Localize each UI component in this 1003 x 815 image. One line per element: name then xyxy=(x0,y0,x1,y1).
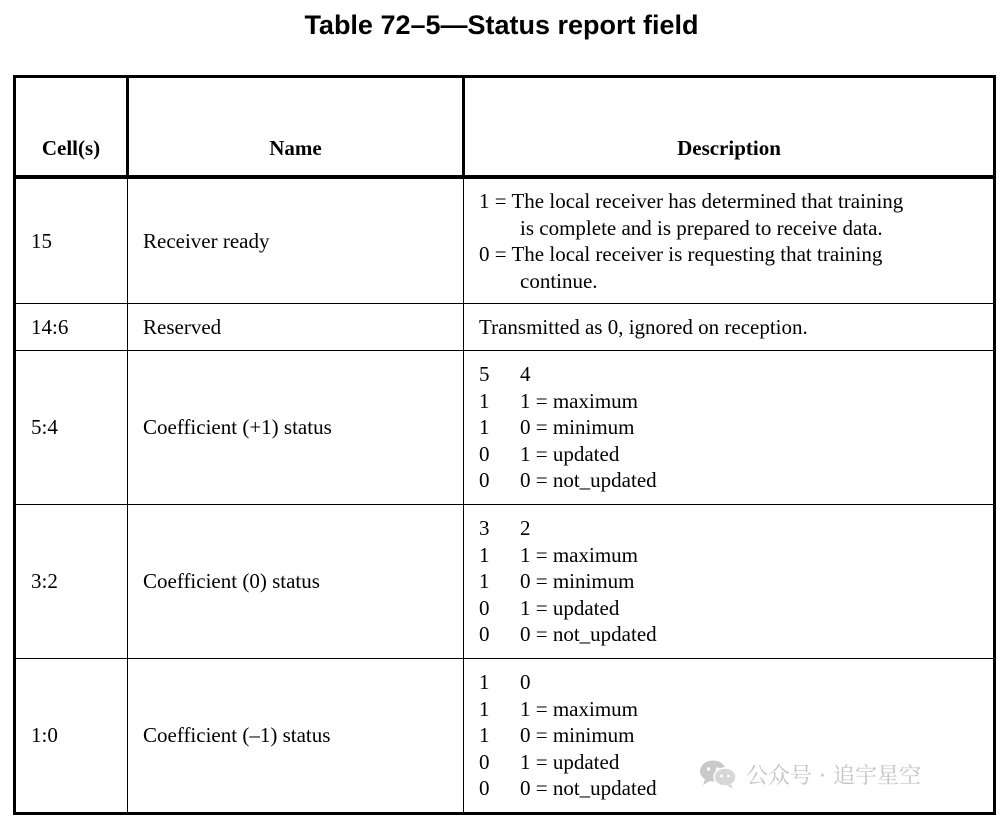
bit-meaning: 1 = updated xyxy=(520,749,620,774)
bit-line xyxy=(479,722,978,749)
bit-value: 3 xyxy=(479,516,490,541)
wechat-icon xyxy=(698,758,738,790)
bit-value: 1 xyxy=(479,723,490,748)
bit-meaning: 4 xyxy=(520,362,531,387)
cell-description xyxy=(464,177,995,304)
bit-line xyxy=(479,414,978,441)
cell-bits: 3:2 xyxy=(15,505,128,659)
cell-name: Receiver ready xyxy=(128,177,464,304)
header-cells: Cell(s) xyxy=(15,77,128,178)
bit-line xyxy=(479,696,978,723)
bit-value: 0 xyxy=(479,468,490,493)
bit-meaning: 0 = not_updated xyxy=(520,468,657,493)
bit-line xyxy=(479,515,978,542)
description-line: continue. xyxy=(520,268,598,293)
bit-line xyxy=(479,361,978,388)
cell-name: Reserved xyxy=(128,304,464,351)
bit-line xyxy=(479,595,978,622)
bit-value: 1 xyxy=(479,388,490,413)
bit-meaning: 1 = updated xyxy=(520,441,620,466)
bit-line xyxy=(479,568,978,595)
bit-meaning: 1 = maximum xyxy=(520,388,639,413)
header-name: Name xyxy=(128,77,464,178)
cell-description xyxy=(464,351,995,505)
bit-meaning: 1 = maximum xyxy=(520,542,639,567)
cell-name: Coefficient (0) status xyxy=(128,505,464,659)
description-line: 0 = The local receiver is requesting that training xyxy=(479,242,883,266)
bit-meaning: 0 = minimum xyxy=(520,415,635,440)
bit-value: 0 xyxy=(479,622,490,647)
cell-name: Coefficient (–1) status xyxy=(128,659,464,814)
cell-bits: 15 xyxy=(15,177,128,304)
status-report-table xyxy=(13,75,996,815)
table-row xyxy=(15,304,995,351)
watermark-text: 公众号 · 追宇星空 xyxy=(746,763,921,789)
bit-line xyxy=(479,621,978,648)
bit-value: 0 xyxy=(479,595,490,620)
table-title: Table 72–5—Status report field xyxy=(304,10,699,40)
bit-meaning: 0 xyxy=(520,670,531,695)
bit-line xyxy=(479,441,978,468)
bit-value: 5 xyxy=(479,362,490,387)
description-line: is complete and is prepared to receive data. xyxy=(520,215,883,240)
watermark xyxy=(698,756,921,792)
bit-meaning: 0 = minimum xyxy=(520,723,635,748)
bit-line xyxy=(479,542,978,569)
bit-value: 0 xyxy=(479,749,490,774)
bit-meaning: 0 = minimum xyxy=(520,569,635,594)
cell-bits: 5:4 xyxy=(15,351,128,505)
bit-meaning: 0 = not_updated xyxy=(520,622,657,647)
cell-bits: 14:6 xyxy=(15,304,128,351)
bit-value: 1 xyxy=(479,542,490,567)
bit-value: 1 xyxy=(479,696,490,721)
description-line: 1 = The local receiver has determined that training xyxy=(479,189,904,213)
header-row xyxy=(15,77,995,178)
bit-value: 1 xyxy=(479,670,490,695)
table-row xyxy=(15,351,995,505)
bit-meaning: 2 xyxy=(520,516,531,541)
bit-value: 0 xyxy=(479,441,490,466)
bit-line xyxy=(479,669,978,696)
bit-value: 1 xyxy=(479,569,490,594)
bit-meaning: 1 = maximum xyxy=(520,696,639,721)
header-description: Description xyxy=(464,77,995,178)
bit-meaning: 1 = updated xyxy=(520,595,620,620)
cell-description: Transmitted as 0, ignored on reception. xyxy=(464,304,995,351)
cell-name: Coefficient (+1) status xyxy=(128,351,464,505)
bit-value: 1 xyxy=(479,415,490,440)
bit-line xyxy=(479,467,978,494)
cell-description xyxy=(464,505,995,659)
bit-value: 0 xyxy=(479,776,490,801)
table-row xyxy=(15,505,995,659)
bit-meaning: 0 = not_updated xyxy=(520,776,657,801)
table-row xyxy=(15,177,995,304)
bit-line xyxy=(479,388,978,415)
cell-bits: 1:0 xyxy=(15,659,128,814)
